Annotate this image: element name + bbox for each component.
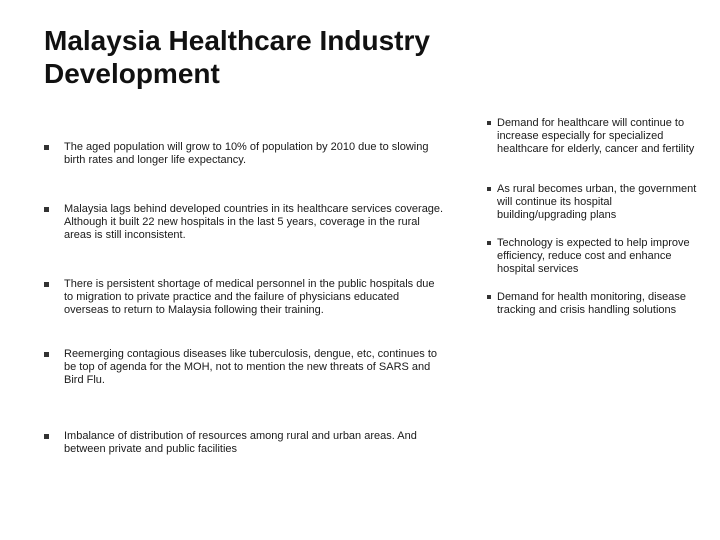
square-bullet-icon [487,241,491,245]
square-bullet-icon [487,295,491,299]
bullet-text: Demand for healthcare will continue to increase especially for specialized healthcare for elderly, cancer and fertility [497,117,695,155]
square-bullet-icon [487,187,491,191]
right-bullet-item [487,117,697,156]
bullet-text: The aged population will grow to 10% of population by 2010 due to slowing birth rates and longer life expectancy. [64,141,429,166]
left-bullet-item [44,430,444,456]
left-bullet-item [44,348,444,387]
right-bullet-item [487,237,697,276]
left-bullet-list [44,0,464,540]
square-bullet-icon [44,207,49,212]
bullet-text: Imbalance of distribution of resources among rural and urban areas. And between private and public facilities [64,430,417,455]
left-bullet-item [44,278,444,317]
square-bullet-icon [44,352,49,357]
left-bullet-item [44,203,444,242]
square-bullet-icon [487,121,491,125]
square-bullet-icon [44,282,49,287]
bullet-text: Reemerging contagious diseases like tuberculosis, dengue, etc, continues to be top of agenda for the MOH, not to mention the new threats of SARS and Bird Flu. [64,348,438,386]
bullet-text: Malaysia lags behind developed countries in its healthcare services coverage. Although it built 22 new hospitals in the last 5 years, coverage in the rural areas is still inconsistent. [64,203,444,241]
left-bullet-item [44,141,444,167]
bullet-text: Demand for health monitoring, disease tracking and crisis handling solutions [497,291,686,316]
right-bullet-list [487,0,707,540]
slide-title: Malaysia Healthcare Industry Development [44,25,430,89]
right-bullet-item [487,183,697,222]
square-bullet-icon [44,145,49,150]
square-bullet-icon [44,434,49,439]
bullet-text: As rural becomes urban, the government will continue its hospital building/upgrading plans [497,183,697,221]
bullet-text: Technology is expected to help improve efficiency, reduce cost and enhance hospital services [497,237,690,275]
right-bullet-item [487,291,697,317]
bullet-text: There is persistent shortage of medical personnel in the public hospitals due to migration to private practice and the failure of physicians educated overseas to return to Malaysia following their training. [64,278,435,316]
